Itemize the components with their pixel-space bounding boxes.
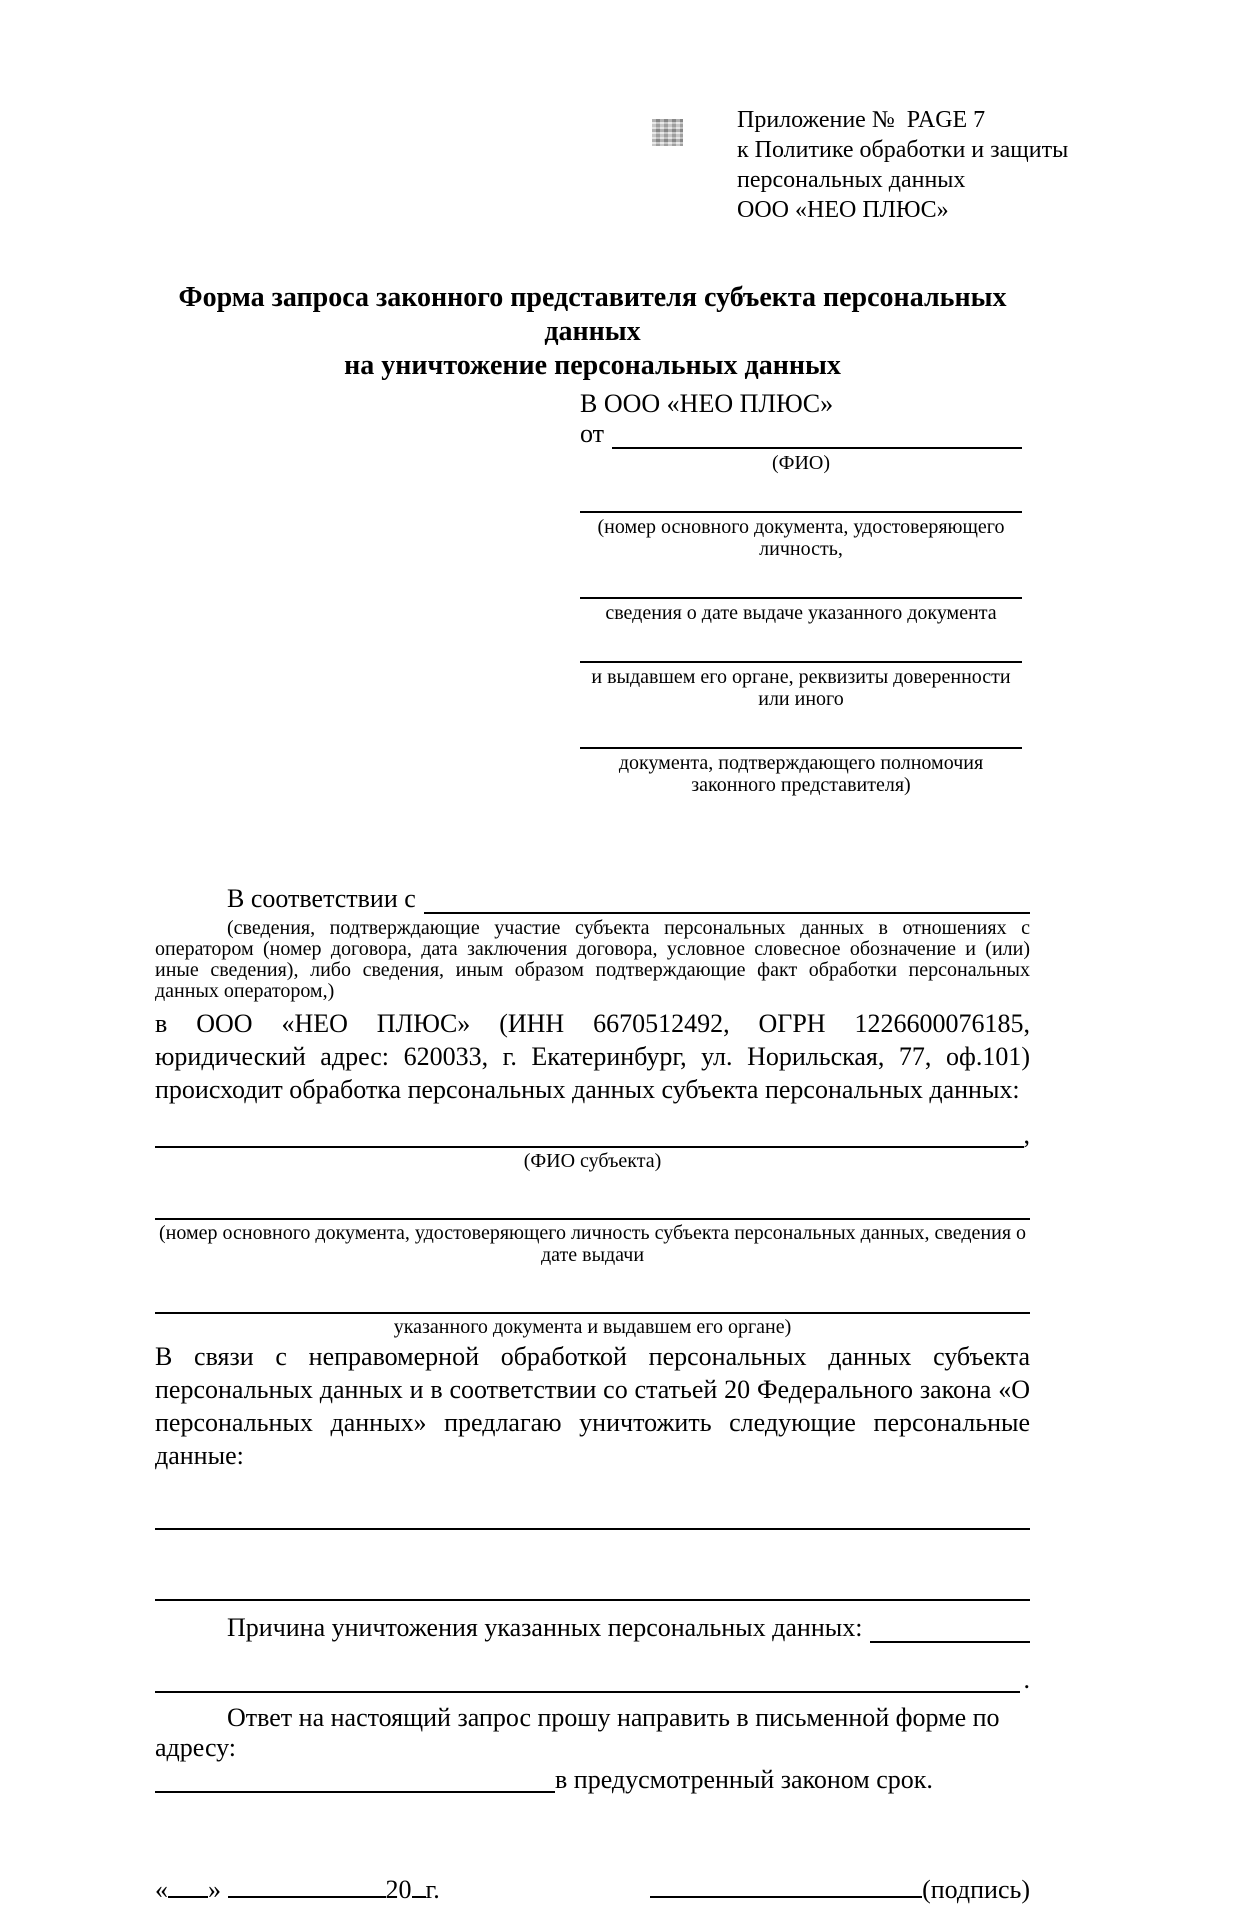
reply-address-row xyxy=(155,1767,1030,1793)
rep-doc-caption-1: (номер основного документа, удостоверяющего личность, xyxy=(597,516,1005,560)
signature-field-line[interactable] xyxy=(650,1892,922,1898)
reply-term-text: в предусмотренный законом срок. xyxy=(555,1765,933,1794)
subject-doc-caption-1: (номер основного документа, удостоверяющего личность субъекта персональных данных, сведения о дате выдачи xyxy=(158,1222,1027,1266)
reason-field-line-2[interactable] xyxy=(155,1685,1020,1693)
appendix-header xyxy=(737,105,1069,225)
appendix-policy-line1: к Политике обработки и защиты xyxy=(737,137,1069,163)
pixelated-artifact-icon xyxy=(652,119,683,146)
reason-period: . xyxy=(1023,1665,1030,1694)
fio-caption: (ФИО) xyxy=(771,452,830,474)
date-quote-close: » xyxy=(208,1875,221,1904)
subject-doc-field-line-2[interactable] xyxy=(155,1286,1030,1314)
subject-fio-row xyxy=(155,1122,1030,1148)
address-field-line[interactable] xyxy=(155,1785,555,1793)
accordance-label: В соответствии с xyxy=(227,884,416,913)
rep-doc-caption-2: сведения о дате выдаче указанного документа xyxy=(605,602,997,624)
document-title xyxy=(155,281,1030,383)
rep-doc-caption-3: и выдавшем его органе, реквизиты доверенности или иного xyxy=(591,666,1011,710)
date-year-prefix: 20 xyxy=(385,1875,412,1904)
appendix-policy-line2: персональных данных xyxy=(737,167,966,193)
rep-doc-group-4 xyxy=(580,721,1022,796)
from-fio-field-line[interactable] xyxy=(612,441,1022,449)
accordance-field-line[interactable] xyxy=(424,906,1030,914)
rep-doc-field-line-1[interactable] xyxy=(580,485,1022,513)
data-to-destroy-field-line-2[interactable] xyxy=(155,1573,1030,1601)
subject-fio-caption: (ФИО субъекта) xyxy=(523,1150,662,1172)
signature-row xyxy=(155,1875,1030,1905)
rep-doc-field-line-3[interactable] xyxy=(580,635,1022,663)
signature-block xyxy=(650,1875,1030,1905)
addressee-block xyxy=(580,389,1022,796)
from-label: от xyxy=(580,419,605,448)
accordance-note: (сведения, подтверждающие участие субъекта персональных данных в отношениях с оператором (номер договора, дата заключения договора, условное словесное обозначение и (или) иные сведения), либо сведения, иным образом подтверждающие факт обработки персональных данных оператором,) xyxy=(155,917,1030,1002)
subject-fio-field-line[interactable] xyxy=(155,1140,1024,1148)
date-day-field-line[interactable] xyxy=(168,1892,208,1898)
rep-doc-field-line-4[interactable] xyxy=(580,721,1022,749)
addressee-company: В ООО «НЕО ПЛЮС» xyxy=(580,389,834,418)
signature-caption: (подпись) xyxy=(922,1875,1030,1904)
date-year-suffix: г. xyxy=(425,1875,440,1904)
appendix-company: ООО «НЕО ПЛЮС» xyxy=(737,197,949,223)
from-row xyxy=(580,419,1022,449)
reason-label: Причина уничтожения указанных персональных данных: xyxy=(227,1613,863,1642)
date-month-field-line[interactable] xyxy=(228,1892,386,1898)
date-year-field-line[interactable] xyxy=(412,1892,426,1898)
rep-doc-group-1 xyxy=(580,485,1022,560)
subject-doc-caption-2: указанного документа и выдавшем его органе) xyxy=(393,1316,792,1338)
date-quote-open: « xyxy=(155,1875,168,1904)
reason-row xyxy=(155,1613,1030,1643)
rep-doc-group-3 xyxy=(580,635,1022,710)
document-title-line2: на уничтожение персональных данных xyxy=(344,350,841,381)
appendix-number: Приложение № PAGE 7 xyxy=(737,107,986,133)
rep-doc-caption-4: документа, подтверждающего полномочия законного представителя) xyxy=(618,752,984,796)
accordance-row xyxy=(155,884,1030,914)
subject-fio-comma: , xyxy=(1023,1120,1030,1149)
data-to-destroy-field-line-1[interactable] xyxy=(155,1502,1030,1530)
reason-continuation-row xyxy=(155,1667,1030,1693)
rep-doc-field-line-2[interactable] xyxy=(580,571,1022,599)
request-paragraph: В связи с неправомерной обработкой персональных данных субъекта персональных данных и в соответствии со статьей 20 Федерального закона «О персональных данных» предлагаю уничтожить следующие персональные данные: xyxy=(155,1342,1030,1470)
document-title-line1: Форма запроса законного представителя субъекта персональных данных xyxy=(178,282,1007,347)
subject-doc-field-line-1[interactable] xyxy=(155,1192,1030,1220)
rep-doc-group-2 xyxy=(580,571,1022,624)
date-block xyxy=(155,1875,440,1905)
reason-field-line-1[interactable] xyxy=(870,1635,1030,1643)
reply-request-line: Ответ на настоящий запрос прошу направить в письменной форме по адресу: xyxy=(155,1703,1000,1762)
operator-paragraph: в ООО «НЕО ПЛЮС» (ИНН 6670512492, ОГРН 1226600076185, юридический адрес: 620033, г. Екатеринбург, ул. Норильская, 77, оф.101) происходит обработка персональных данных субъекта персональных данных: xyxy=(155,1009,1030,1104)
